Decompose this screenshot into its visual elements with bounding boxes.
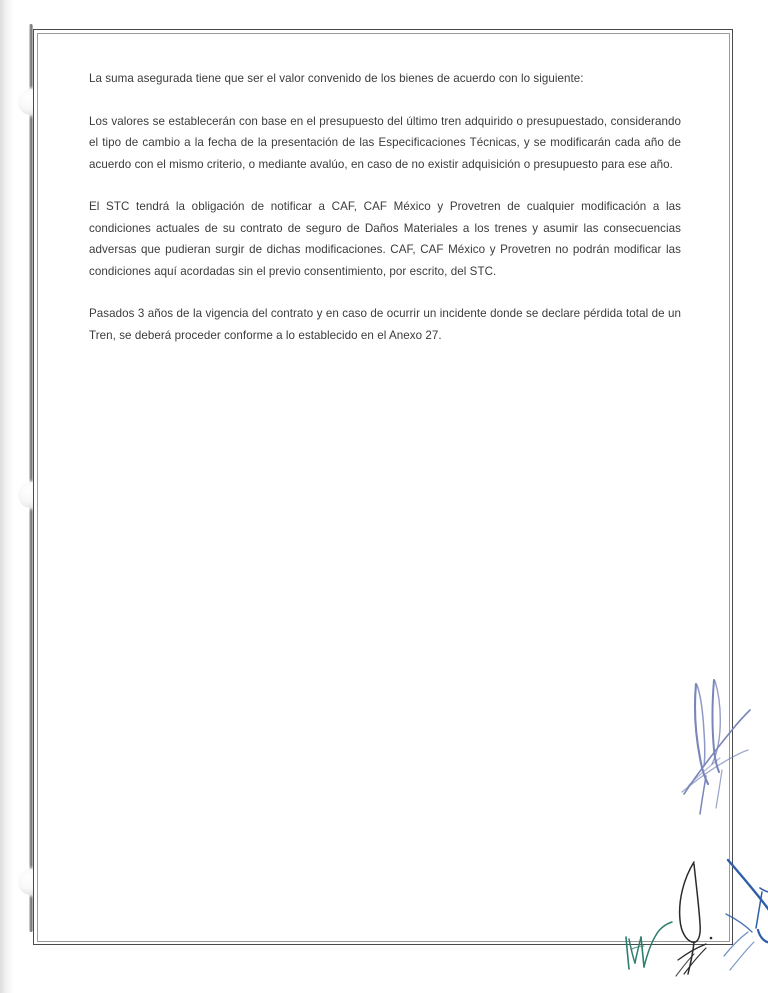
handwritten-signature-lower-right bbox=[722, 848, 768, 976]
handwritten-signature-upper-right bbox=[670, 666, 768, 816]
document-text-body bbox=[89, 68, 681, 346]
paragraph-stc-notificacion: El STC tendrá la obligación de notificar a CAF, CAF México y Provetren de cualquier modificación a las condiciones actuales de su contrato de seguro de Daños Materiales a los trenes y asumir las consecuencias adversas que pudieran surgir de dichas modificaciones. CAF, CAF México y Provetren no podrán modificar las condiciones aquí acordadas sin el previo consentimiento, por escrito, del STC. bbox=[89, 200, 681, 278]
scan-edge-shadow bbox=[0, 0, 14, 993]
paragraph-perdida-total: Pasados 3 años de la vigencia del contrato y en caso de ocurrir un incidente donde se declare pérdida total de un Tren, se deberá proceder conforme a lo establecido en el Anexo 27. bbox=[89, 307, 681, 342]
paragraph-intro: La suma asegurada tiene que ser el valor convenido de los bienes de acuerdo con lo siguiente: bbox=[89, 72, 584, 85]
page-border-frame bbox=[33, 29, 733, 945]
handwritten-signature-lower-middle bbox=[674, 856, 746, 978]
paragraph-valores: Los valores se establecerán con base en el presupuesto del último tren adquirido o presupuestado, considerando el tipo de cambio a la fecha de la presentación de las Especificaciones Técnicas, y se modificarán cada año de acuerdo con el mismo criterio, o mediante avalúo, en caso de no existir adquisición o presupuesto para ese año. bbox=[89, 114, 681, 171]
handwritten-signature-lower-left bbox=[622, 919, 684, 973]
